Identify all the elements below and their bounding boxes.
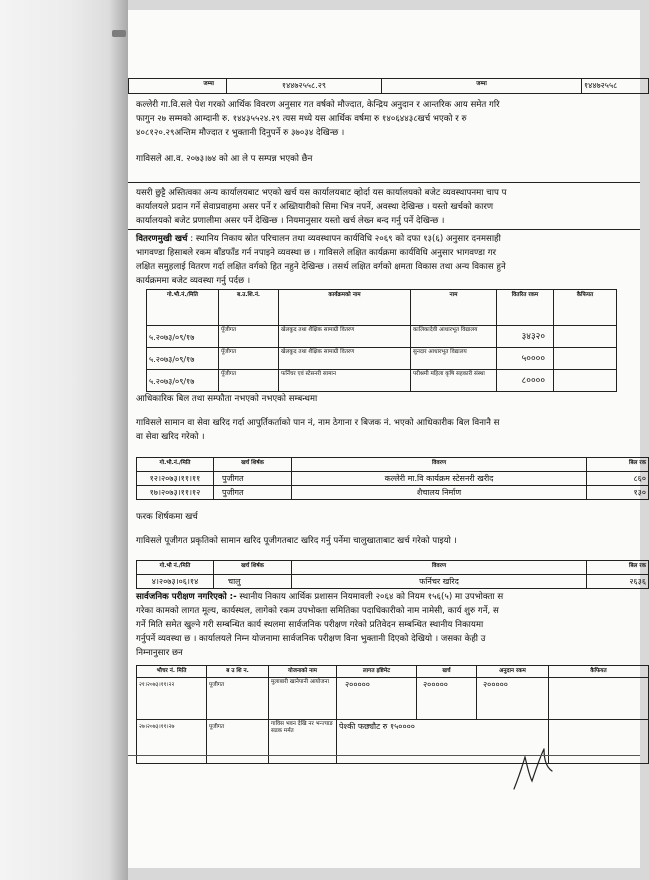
column-header: बिल रक xyxy=(587,561,649,575)
paragraph-line: कल्लेरी गा.वि.सले पेश गरको आर्थिक विवरण अनुसार गत वर्षको मौज्दात, केन्द्रिय अनुदान र आन्तरिक आय समेत गरि xyxy=(136,100,500,110)
description-cell: फर्निचर खरिद xyxy=(292,575,587,589)
voucher-cell: १२।२०७३।११।११ xyxy=(137,472,214,486)
table-row xyxy=(147,348,617,370)
column-header: नाम xyxy=(411,290,497,326)
paragraph-line: निम्नानुसार छन xyxy=(136,648,183,658)
column-header: खर्च xyxy=(417,666,477,678)
column-header: योजनाको नाम xyxy=(269,666,337,678)
different-head-paragraph: गाविसले पूजीगत प्रकृतिको सामान खरिद पूजीगतबाट खरिद गर्नु पर्नेमा चालुखाताबाट खर्च गरेको पाइयो । xyxy=(136,536,457,546)
paragraph-line: गाविसले सामान वा सेवा खरिद गर्दा आपुर्तिकर्ताको पान नं, नाम ठेगाना र बिजक नं. भएको आधिकारीक बिल विनानै स xyxy=(136,418,500,428)
bill-amount-cell: २६३६ xyxy=(587,575,649,589)
remarks-cell xyxy=(554,326,617,348)
voucher-cell: ५.२०७३/०९/१७ xyxy=(147,326,219,348)
total-label-left: जम्मा xyxy=(129,79,227,94)
total-row-table xyxy=(128,78,649,94)
public-audit-paragraph xyxy=(136,590,636,660)
paragraph-line: फागुन २७ सम्मको आम्दानी रु. १४४३५५२४.२९ त्यस मध्ये यस आर्थिक वर्षमा रु १४०६४४३८खर्च भएको र रु xyxy=(136,114,467,124)
paragraph-line: कार्यालयले प्रदान गर्ने सेवाप्रवाहमा असर पर्ने र अख्तियारीको सिमा भित्र नपर्ने, अवस्था देखिन्छ । यस्तो खर्चको कारण xyxy=(136,202,494,212)
voucher-cell: २७।२०७३।११।२७ xyxy=(137,720,207,764)
distribution-table xyxy=(146,289,617,392)
bill-heading: आधिकारिक बिल तथा सम्फौता नभएको नभएको सम्बन्धमा xyxy=(136,394,318,404)
budget-head-cell: पूँजीगत xyxy=(219,370,279,392)
bill-table xyxy=(136,457,649,500)
column-header: गो.भौ.नं./मिति xyxy=(137,458,214,472)
paragraph-line: यसरी छुट्टै अस्तित्वका अन्य कार्यालयबाट भएको खर्च यस कार्यालयबाट व्होर्दा यस कार्यालयको बजेट व्यवस्थापनमा चाप प xyxy=(136,188,507,198)
page-bottom-line xyxy=(128,755,640,756)
description-cell: शैचालय निर्माण xyxy=(292,486,587,500)
section-heading: सार्वजनिक परीक्षण नगरिएको :- xyxy=(136,592,237,602)
column-header: भौचर नं. मिति xyxy=(137,666,207,678)
furniture-table xyxy=(136,560,649,589)
column-header: लागत इष्टिमेट xyxy=(337,666,417,678)
bill-amount-cell: १३० xyxy=(587,486,649,500)
column-header: वितरित रकम xyxy=(497,290,554,326)
paragraph-line: गरेका कामको लागत मूल्य, कार्यस्थल, लागेको रकम उपभोक्ता समितिका पदाधिकारीको नाम नामेसी, कार्य शुरु गर्ने, स xyxy=(136,606,499,616)
distribution-paragraph xyxy=(136,232,636,288)
divider xyxy=(128,182,640,183)
paragraph-line: स्थानीय निकाय आर्थिक प्रशासन नियमावली २०६४ को नियम १५६(५) मा उपभोक्ता स xyxy=(236,592,504,602)
binder-clip xyxy=(112,30,126,37)
bill-amount-cell: ८६० xyxy=(587,472,649,486)
column-header: खर्च शिर्षक xyxy=(214,458,292,472)
section-heading: वितरणमुखी खर्च xyxy=(136,234,188,244)
column-header: कैफियत xyxy=(549,666,649,678)
paragraph-line: गर्नुपर्ने व्यवस्था छ । कार्यालयले निम्न योजनामा सार्वजनिक परीक्षण विना भुक्तानी दिएको देखियो । जसका केही उ xyxy=(136,634,486,644)
project-name-cell: गाविस भवन देखि नर भन्ज्याङ सडक मर्मत xyxy=(269,720,337,764)
project-table xyxy=(136,665,649,764)
table-row xyxy=(137,486,649,500)
column-header: ब.उ.शि.नं. xyxy=(219,290,279,326)
budget-head-cell: पूँजीगत xyxy=(219,348,279,370)
recipient-cell: सुनदार आधारभूत विद्यालय xyxy=(411,348,497,370)
column-header: कैफियत xyxy=(554,290,617,326)
amount-cell: ८०००० xyxy=(497,370,554,392)
expense-paragraph xyxy=(136,186,636,228)
amount-cell: ५०००० xyxy=(497,348,554,370)
voucher-cell: १७।२०७३।११।१२ xyxy=(137,486,214,500)
expense-head-cell: चालु xyxy=(214,575,292,589)
remarks-cell xyxy=(549,720,649,764)
voucher-cell: ५.२०७३/०९/१७ xyxy=(147,348,219,370)
table-row xyxy=(147,326,617,348)
paragraph-line: : स्थानिय निकाय स्रोत परिचालन तथा व्यवस्थापन कार्यविधि २०६९ को दफा १३(६) अनुसार दनमसाही xyxy=(187,234,501,244)
amount-cell: ३४३२० xyxy=(497,326,554,348)
divider xyxy=(128,229,640,230)
paragraph-line: कार्यक्रममा बजेट व्यवस्था गर्नु पर्दछ । xyxy=(136,276,251,286)
table-row xyxy=(137,575,649,589)
column-header: ब उ शि न. xyxy=(207,666,269,678)
voucher-cell: २१।२०७३।११।२२ xyxy=(137,678,207,720)
bill-paragraph xyxy=(136,416,636,444)
paragraph-line: गर्ने मिति समेत खुल्ने गरी सम्बन्धित कार्य स्थलमा सार्वजनिक परीक्षण गरेको प्रतिवेदन सम्बन्धित स्थानीय निकायमा xyxy=(136,620,484,630)
grant-cell: २००००० xyxy=(477,678,549,720)
balance-paragraph xyxy=(136,98,636,140)
table-row xyxy=(137,720,649,764)
table-row xyxy=(137,678,649,720)
description-cell: कल्लेरी मा.वि कार्यक्रम स्टेसनरी खरीद xyxy=(292,472,587,486)
audit-status-text: गाविसले आ.व. २०७३।७४ को आ ले प सम्पन्न भएको छैन xyxy=(136,154,313,164)
program-cell: फर्निचर एवं स्टेसनरी सामान xyxy=(279,370,411,392)
column-header: बिल रक xyxy=(587,458,649,472)
cost-estimate-cell: २००००० xyxy=(337,678,417,720)
remarks-cell xyxy=(554,348,617,370)
voucher-cell: ५.२०७३/०९/१७ xyxy=(147,370,219,392)
budget-head-cell: पूजीगत xyxy=(207,720,269,764)
paragraph-line: लक्षित समुहलाई वितरण गर्दा लक्षित वर्गको हित नहुने देखिन्छ । तसर्थ लक्षित वर्गको क्षमता विकास तथा अन्य विकास हुने xyxy=(136,262,506,272)
column-header: खर्च शिर्षक xyxy=(214,561,292,575)
expense-head-cell: पुजीगत xyxy=(214,472,292,486)
paragraph-line: ४०८१२०.२९अन्तिम मौज्दात र भुक्तानी दिनुपर्ने रु ३७०३४ देखिन्छ । xyxy=(136,128,345,138)
expense-cell: २००००० xyxy=(417,678,477,720)
column-header: कार्यक्रमको नाम xyxy=(279,290,411,326)
paragraph-line: भागवण्डा हिसाबले रकम बाँडफाँड गर्न नपाइने व्यवस्था छ । गाविसले लक्षित कार्यक्रमा कार्यविधि अनुसार भागवण्डा गर xyxy=(136,248,497,258)
expense-head-cell: पुजीगत xyxy=(214,486,292,500)
column-header: विवरण xyxy=(292,561,587,575)
binding-shadow xyxy=(0,0,128,880)
column-header: गो.भौ.नं./मिति xyxy=(147,290,219,326)
recipient-cell: परीश्रमी महिला कृषि सहकारी संस्था xyxy=(411,370,497,392)
remarks-cell xyxy=(549,678,649,720)
signature-mark xyxy=(508,745,558,795)
different-head-heading: फरक शिर्षकमा खर्च xyxy=(136,512,198,522)
budget-head-cell: पूजीगत xyxy=(207,678,269,720)
paragraph-line: कार्यालयको बजेट प्रणालीमा असर पर्ने देखिन्छ । नियमानुसार यस्तो खर्च लेख्न बन्द गर्नु पर्ने देखिन्छ । xyxy=(136,216,445,226)
table-row xyxy=(137,472,649,486)
total-label-right: जम्मा xyxy=(382,79,582,94)
remarks-cell xyxy=(554,370,617,392)
recipient-cell: कालिकादेवी आधारभूत विद्यालय xyxy=(411,326,497,348)
budget-head-cell: पूँजीगत xyxy=(219,326,279,348)
column-header: गो.भौ नं./मिति xyxy=(137,561,214,575)
document-page xyxy=(128,10,646,868)
advance-settlement-cell: पेश्की फछ्यौट रु १५०००० xyxy=(337,720,549,764)
column-header: विवरण xyxy=(292,458,587,472)
program-cell: खेलकुद तथा शैक्षिक सामाग्री वितरण xyxy=(279,326,411,348)
column-header: अनुदान रकम xyxy=(477,666,549,678)
voucher-cell: ४।२०७३।०६।१४ xyxy=(137,575,214,589)
total-value-left: १४४७२५५८.२९ xyxy=(227,79,382,94)
paragraph-line: वा सेवा खरिद गरेको । xyxy=(136,432,205,442)
program-cell: खेलकुद तथा शैक्षिक सामाग्री वितरण xyxy=(279,348,411,370)
project-name-cell: मुलाबारी खानेपानी आयोजना xyxy=(269,678,337,720)
total-value-right: १४४७२५५८ xyxy=(582,79,649,94)
table-row xyxy=(147,370,617,392)
